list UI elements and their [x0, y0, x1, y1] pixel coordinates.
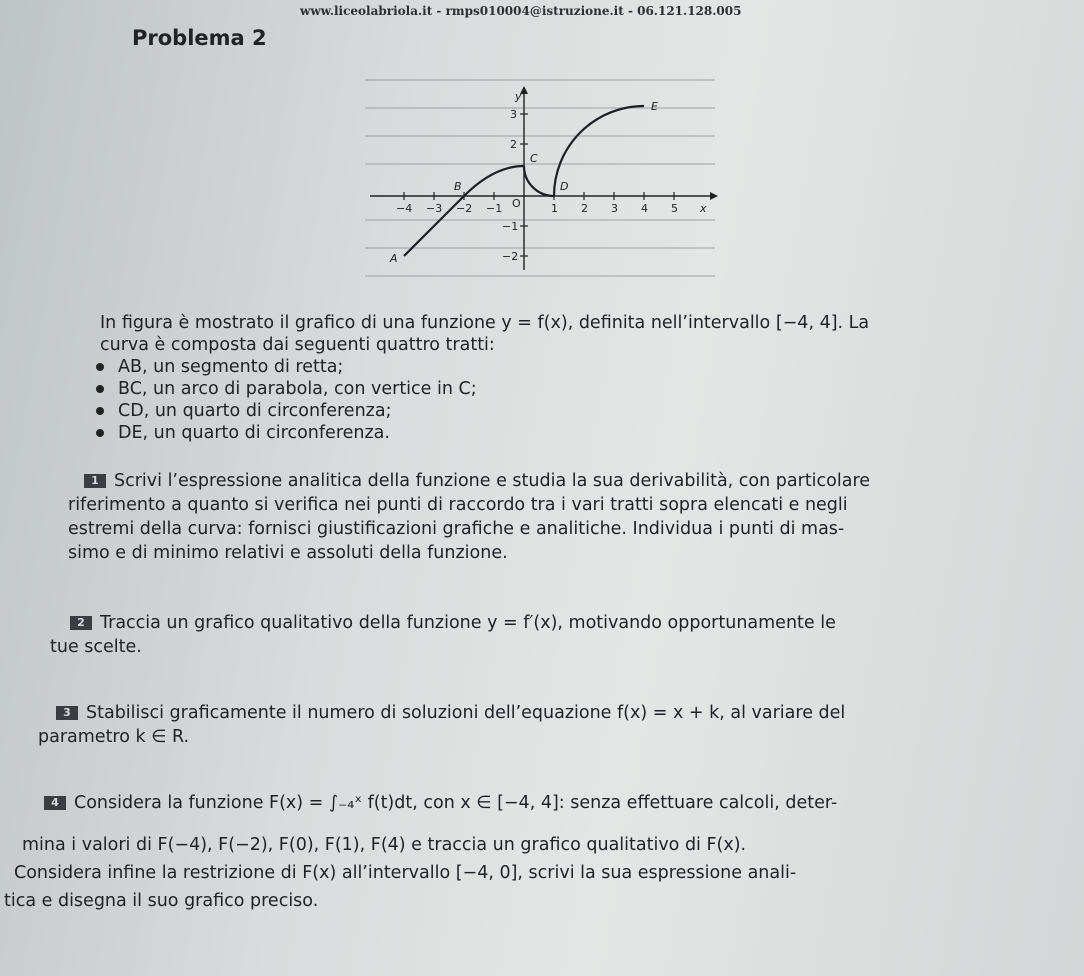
question-line	[56, 702, 845, 724]
question-line: Considera infine la restrizione di F(x) all’intervallo [−4, 0], scrivi la sua espressione anali-	[14, 863, 797, 883]
question-number-badge: 2	[70, 616, 92, 630]
bullet-icon	[96, 363, 104, 371]
intro-line: In figura è mostrato il grafico di una funzione y = f(x), definita nell’intervallo [−4, 4]. La	[100, 313, 870, 333]
y-tick-label: −1	[502, 220, 519, 233]
x-tick-label: −4	[396, 202, 413, 215]
question-line: simo e di minimo relativi e assoluti della funzione.	[68, 543, 508, 563]
question-text: Considera la funzione F(x) = ∫₋₄ˣ f(t)dt, con x ∈ [−4, 4]: senza effettuare calcoli, deter-	[74, 793, 838, 813]
list-item	[118, 422, 390, 444]
x-tick-label: −2	[456, 202, 473, 215]
y-tick-label: 2	[510, 138, 517, 151]
x-axis-arrow	[710, 192, 718, 200]
bullet-icon	[96, 407, 104, 415]
question-line: estremi della curva: fornisci giustificazioni grafiche e analitiche. Individua i punti di mas-	[68, 519, 845, 539]
bullet-icon	[96, 385, 104, 393]
origin-label: O	[512, 197, 521, 210]
question-line: tica e disegna il suo grafico preciso.	[4, 891, 319, 911]
question-line	[84, 470, 870, 492]
function-graph	[360, 70, 720, 280]
intro-line: curva è composta dai seguenti quattro tratti:	[100, 335, 495, 355]
header-contact-line: www.liceolabriola.it - rmps010004@istruzione.it - 06.121.128.005	[300, 4, 742, 18]
list-item	[118, 356, 343, 378]
question-text: Traccia un grafico qualitativo della funzione y = f′(x), motivando opportunamente le	[100, 613, 836, 633]
question-line: tue scelte.	[50, 637, 142, 657]
ruled-lines	[365, 80, 715, 276]
arc-CD	[524, 166, 554, 196]
y-axis-label: y	[515, 90, 522, 103]
x-tick-label: 2	[581, 202, 588, 215]
question-number-badge: 4	[44, 796, 66, 810]
question-line	[44, 792, 837, 814]
x-axis-label: x	[700, 202, 707, 215]
point-label-D: D	[560, 180, 569, 193]
arc-BC	[464, 166, 524, 196]
problem-title: Problema 2	[132, 26, 267, 50]
question-number-badge: 3	[56, 706, 78, 720]
list-item-text: BC, un arco di parabola, con vertice in C;	[118, 379, 477, 399]
y-tick-label: −2	[502, 250, 519, 263]
question-line: parametro k ∈ R.	[38, 727, 190, 747]
x-tick-label: 1	[551, 202, 558, 215]
point-label-C: C	[530, 152, 538, 165]
x-tick-label: −1	[486, 202, 503, 215]
question-line: mina i valori di F(−4), F(−2), F(0), F(1), F(4) e traccia un grafico qualitativo di F(x).	[22, 835, 747, 855]
point-label-A: A	[390, 252, 398, 265]
list-item-text: CD, un quarto di circonferenza;	[118, 401, 392, 421]
x-tick-label: 5	[671, 202, 678, 215]
bullet-icon	[96, 429, 104, 437]
question-text: Stabilisci graficamente il numero di soluzioni dell’equazione f(x) = x + k, al variare del	[86, 703, 846, 723]
question-line	[70, 612, 836, 634]
x-tick-label: 4	[641, 202, 648, 215]
point-label-E: E	[651, 100, 658, 113]
list-item-text: DE, un quarto di circonferenza.	[118, 423, 390, 443]
x-tick-label: −3	[426, 202, 443, 215]
list-item-text: AB, un segmento di retta;	[118, 357, 344, 377]
question-line: riferimento a quanto si verifica nei punti di raccordo tra i vari tratti sopra elencati e negli	[68, 495, 848, 515]
y-tick-label: 3	[510, 108, 517, 121]
point-label-B: B	[454, 180, 462, 193]
list-item	[118, 378, 477, 400]
x-tick-label: 3	[611, 202, 618, 215]
list-item	[118, 400, 391, 422]
question-number-badge: 1	[84, 474, 106, 488]
question-text: Scrivi l’espressione analitica della funzione e studia la sua derivabilità, con particolare	[114, 471, 871, 491]
